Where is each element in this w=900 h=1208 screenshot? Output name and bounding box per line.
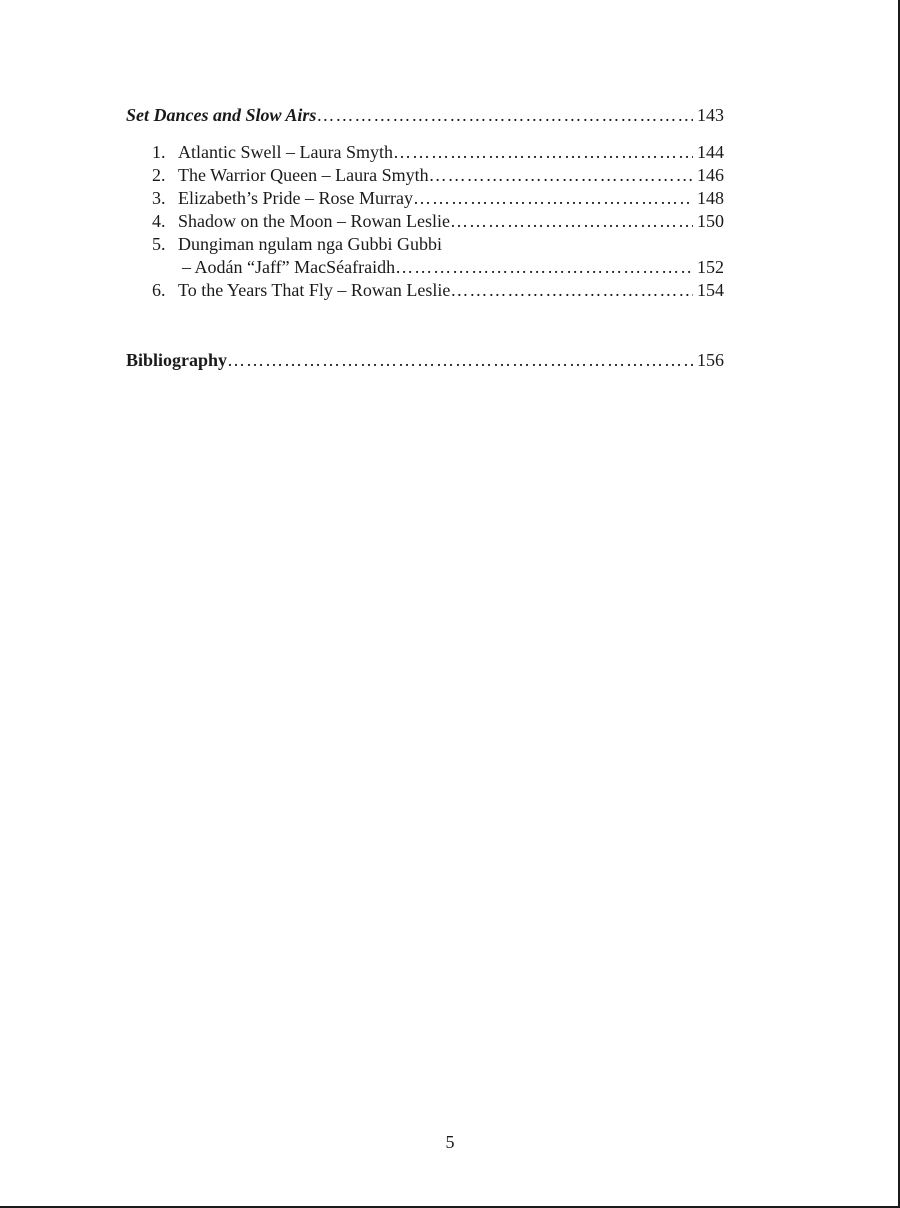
toc-page-number: 156 bbox=[697, 350, 724, 370]
toc-item-number: 4. bbox=[152, 211, 166, 231]
toc-section-entry bbox=[126, 104, 724, 126]
toc-item-title: Atlantic Swell – Laura Smyth bbox=[178, 142, 393, 162]
toc-page-number: 148 bbox=[697, 188, 724, 208]
toc-dot-leader bbox=[429, 164, 693, 186]
toc-item-number: 1. bbox=[152, 142, 166, 162]
toc-item bbox=[152, 141, 724, 163]
toc-item-title: Dungiman ngulam nga Gubbi Gubbi bbox=[178, 234, 442, 254]
toc-dot-leader bbox=[227, 349, 693, 371]
toc-page-number: 146 bbox=[697, 165, 724, 185]
toc-item-number: 2. bbox=[152, 165, 166, 185]
toc-page-number: 144 bbox=[697, 142, 724, 162]
toc-page-number: 150 bbox=[697, 211, 724, 231]
toc-item-title: To the Years That Fly – Rowan Leslie bbox=[178, 280, 451, 300]
toc-section-title: Set Dances and Slow Airs bbox=[126, 105, 317, 125]
toc-item-number: 3. bbox=[152, 188, 166, 208]
toc-bibliography-title: Bibliography bbox=[126, 350, 228, 370]
toc-dot-leader bbox=[413, 187, 693, 209]
toc-dot-leader bbox=[393, 141, 693, 163]
toc-item-number: 6. bbox=[152, 280, 166, 300]
toc-page-number: 154 bbox=[697, 280, 724, 300]
toc-dot-leader bbox=[450, 279, 693, 301]
toc-item-number: 5. bbox=[152, 234, 166, 254]
toc-item-title: The Warrior Queen – Laura Smyth bbox=[178, 165, 429, 185]
toc-dot-leader bbox=[450, 210, 693, 232]
toc-item bbox=[182, 256, 724, 278]
toc-page-number: 152 bbox=[697, 257, 724, 277]
toc-bibliography-entry bbox=[126, 349, 724, 371]
toc-item bbox=[152, 279, 724, 301]
toc-item-title: Shadow on the Moon – Rowan Leslie bbox=[178, 211, 450, 231]
toc-dot-leader bbox=[316, 104, 693, 126]
toc-page-number: 143 bbox=[697, 105, 724, 125]
toc-dot-leader bbox=[395, 256, 693, 278]
toc-item-title: Elizabeth’s Pride – Rose Murray bbox=[178, 188, 413, 208]
toc-item-title-continuation: – Aodán “Jaff” MacSéafraidh bbox=[182, 257, 396, 277]
page-number-footer: 5 bbox=[445, 1132, 455, 1152]
toc-item-first-line bbox=[152, 233, 442, 255]
toc-item bbox=[152, 187, 724, 209]
toc-item bbox=[152, 164, 724, 186]
toc-item bbox=[152, 210, 724, 232]
